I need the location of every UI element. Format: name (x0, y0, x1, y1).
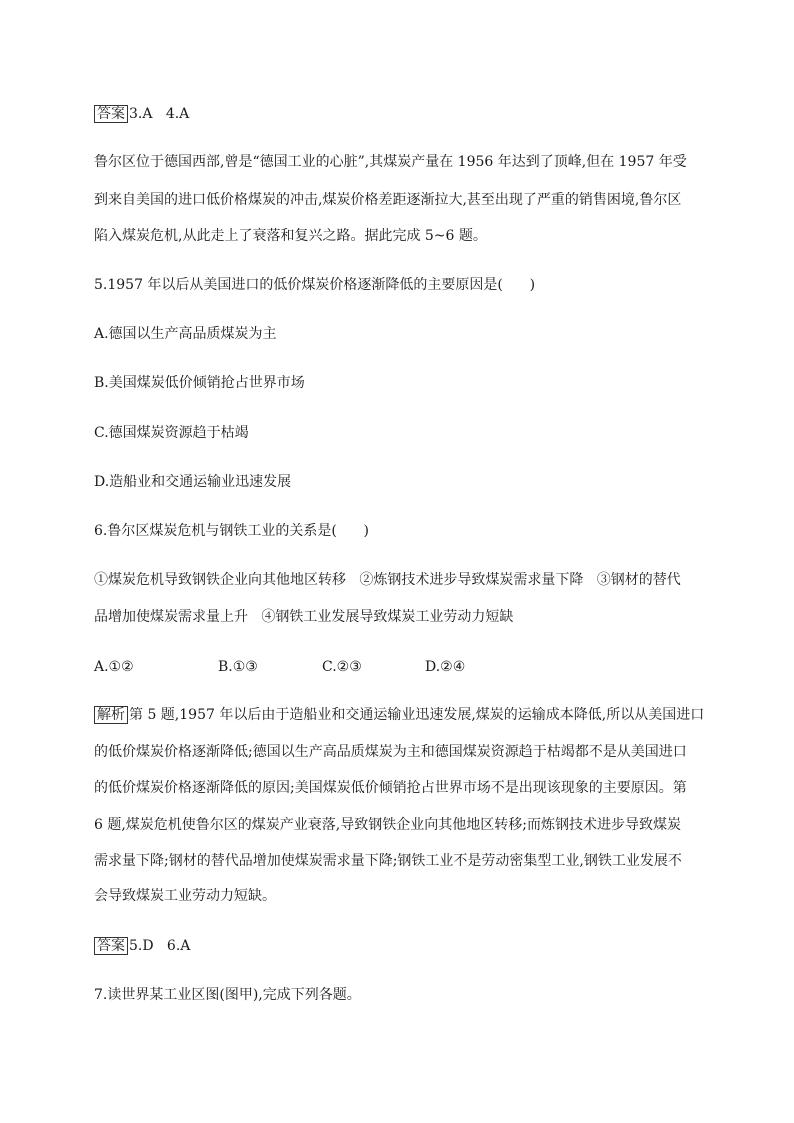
analysis-text-1: 第 5 题,1957 年以后由于造船业和交通运输业迅速发展,煤炭的运输成本降低,所以从美国进口 (129, 707, 705, 723)
passage-line-1: 鲁尔区位于德国西部,曾是“德国工业的心脏”,其煤炭产量在 1956 年达到了顶峰,但在 1957 年受 (94, 154, 687, 170)
question-5-option-a: A.德国以生产高品质煤炭为主 (94, 326, 277, 342)
analysis-line-1 (94, 705, 704, 725)
question-5-option-c: C.德国煤炭资源趋于枯竭 (94, 425, 249, 441)
question-5-stem: 5.1957 年以后从美国进口的低价煤炭价格逐渐降低的主要原因是( ) (94, 277, 536, 293)
analysis-line-6: 会导致煤炭工业劳动力短缺。 (94, 888, 276, 904)
analysis-line-4: 6 题,煤炭危机使鲁尔区的煤炭产业衰落,导致钢铁企业向其他地区转移;而炼钢技术进步导致煤炭 (94, 817, 681, 833)
passage-line-2: 到来自美国的进口低价格煤炭的冲击,煤炭价格差距逐渐拉大,甚至出现了严重的销售困境,鲁尔区 (94, 192, 682, 208)
question-6-statements-line-1: ①煤炭危机导致钢铁企业向其他地区转移 ②炼钢技术进步导致煤炭需求量下降 ③钢材的替代 (94, 572, 681, 588)
answer-block-3-4 (94, 104, 189, 124)
analysis-line-3: 的低价煤炭价格逐渐降低的原因;美国煤炭低价倾销抢占世界市场不是出现该现象的主要原因。第 (94, 780, 687, 796)
answer-tag: 答案 (94, 105, 128, 123)
question-7-stem: 7.读世界某工业区图(图甲),完成下列各题。 (94, 987, 361, 1003)
answer-text: 5.D 6.A (129, 938, 191, 954)
question-6-option-d: D.②④ (425, 659, 466, 675)
answer-block-5-6 (94, 936, 190, 956)
question-6-statements-line-2: 品增加使煤炭需求量上升 ④钢铁工业发展导致煤炭工业劳动力短缺 (94, 609, 514, 625)
question-6-option-b: B.①③ (218, 659, 258, 675)
question-5-option-d: D.造船业和交通运输业迅速发展 (94, 474, 292, 490)
analysis-tag: 解析 (94, 706, 128, 724)
answer-tag: 答案 (94, 937, 128, 955)
analysis-line-2: 的低价煤炭价格逐渐降低;德国以生产高品质煤炭为主和德国煤炭资源趋于枯竭都不是从美国进口 (94, 744, 687, 760)
passage-line-3: 陷入煤炭危机,从此走上了衰落和复兴之路。据此完成 5~6 题。 (94, 228, 487, 244)
question-6-stem: 6.鲁尔区煤炭危机与钢铁工业的关系是( ) (94, 523, 369, 539)
question-5-option-b: B.美国煤炭低价倾销抢占世界市场 (94, 375, 305, 391)
answer-text: 3.A 4.A (129, 106, 190, 122)
question-6-option-a: A.①② (94, 659, 134, 675)
question-6-option-c: C.②③ (322, 659, 362, 675)
analysis-line-5: 需求量下降;钢材的替代品增加使煤炭需求量下降;钢铁工业不是劳动密集型工业,钢铁工业发展不 (94, 853, 682, 869)
